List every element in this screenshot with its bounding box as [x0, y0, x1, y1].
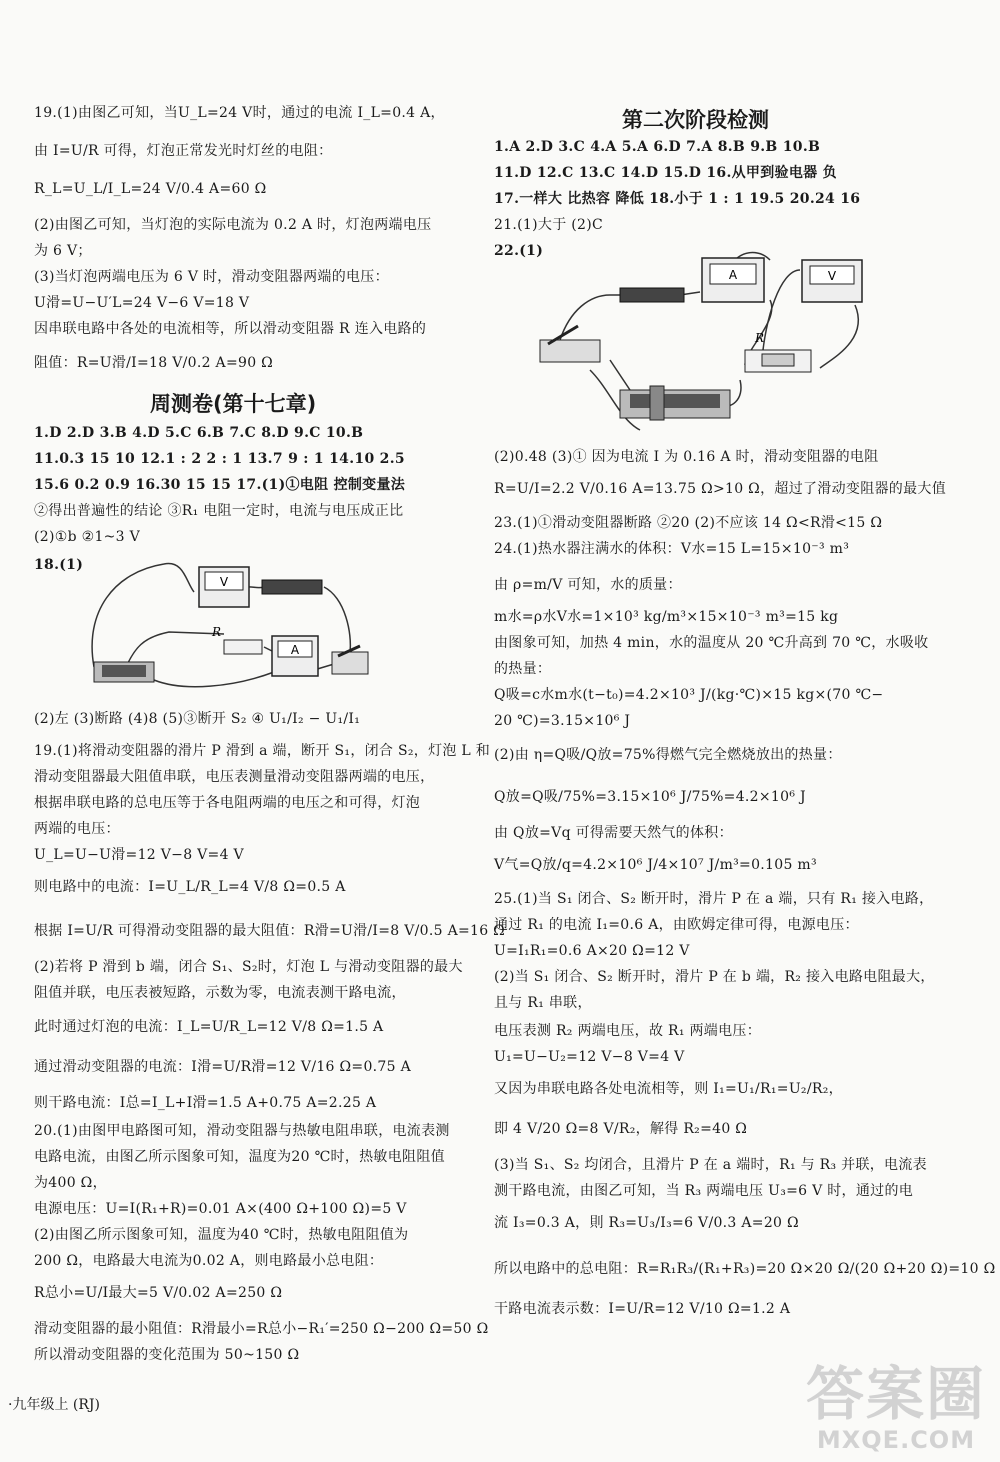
circuit-diagram-18	[74, 552, 374, 702]
q19b-line: 此时通过灯泡的电流：I_L=U/R_L=12 V/8 Ω=1.5 A	[34, 1019, 384, 1035]
q25-line: U=I₁R₁=0.6 A×20 Ω=12 V	[494, 943, 690, 959]
q20-line: 20.(1)由图甲电路图可知，滑动变阻器与热敏电阻串联，电流表测	[34, 1123, 450, 1139]
q19a-line: (2)由图乙可知，当灯泡的实际电流为 0.2 A 时，灯泡两端电压	[34, 217, 432, 233]
q25-line: 通过 R₁ 的电流 I₁=0.6 A，由欧姆定律可得，电源电压：	[494, 917, 859, 933]
q19b-line: (2)若将 P 滑到 b 端，闭合 S₁、S₂时，灯泡 L 与滑动变阻器的最大	[34, 959, 463, 975]
fig18-label-ammeter: A	[290, 643, 300, 657]
q19b-line: 则干路电流：I总=I_L+I滑=1.5 A+0.75 A=2.25 A	[34, 1095, 377, 1111]
q20-line: 为400 Ω，	[34, 1175, 107, 1191]
q24-line: Q放=Q吸/75%=3.15×10⁶ J/75%=4.2×10⁶ J	[494, 789, 806, 805]
q19a-line: 因串联电路中各处的电流相等，所以滑动变阻器 R 连入电路的	[34, 321, 427, 337]
q22-line: R=U/I=2.2 V/0.16 A=13.75 Ω>10 Ω，超过了滑动变阻器的最大值	[494, 481, 946, 497]
q19b-line: 根据 I=U/R 可得滑动变阻器的最大阻值：R滑=U滑/I=8 V/0.5 A=16 Ω	[34, 923, 506, 939]
q19b-line: 19.(1)将滑动变阻器的滑片 P 滑到 a 端，断开 S₁，闭合 S₂，灯泡 L 和	[34, 743, 491, 759]
answer-line: 1.A 2.D 3.C 4.A 5.A 6.D 7.A 8.B 9.B 10.B	[494, 139, 821, 155]
q18-answers: (2)左 (3)断路 (4)8 (5)③断开 S₂ ④ U₁/I₂ − U₁/I₁	[34, 711, 361, 727]
fig22-label-resistor: R	[755, 331, 765, 345]
q20-line: R总小=U/I最大=5 V/0.02 A=250 Ω	[34, 1285, 283, 1301]
q24-line: 20 ℃)=3.15×10⁶ J	[494, 713, 631, 729]
q19a-line: 阻值：R=U滑/I=18 V/0.2 A=90 Ω	[34, 355, 274, 371]
q25-line: U₁=U−U₂=12 V−8 V=4 V	[494, 1049, 685, 1065]
answer-line: 11.D 12.C 13.C 14.D 15.D 16.从甲到验电器 负	[494, 165, 837, 181]
watermark	[806, 1362, 986, 1454]
page-footer: ·九年级上 (RJ)	[8, 1397, 100, 1413]
q25-line: 25.(1)当 S₁ 闭合、S₂ 断开时，滑片 P 在 a 端，只有 R₁ 接入电路，	[494, 891, 934, 907]
q24-line: 的热量：	[494, 661, 552, 677]
q24-line: (2)由 η=Q吸/Q放=75%得燃气完全燃烧放出的热量：	[494, 747, 842, 763]
answer-line: 18.(1)	[34, 557, 84, 573]
stage-test-heading: 第二次阶段检测	[622, 108, 769, 132]
fig18-label-resistor: R	[212, 625, 222, 639]
q20-line: 滑动变阻器的最小阻值：R滑最小=R总小−R₁′=250 Ω−200 Ω=50 Ω	[34, 1321, 489, 1337]
watermark-logo: 答案圈	[805, 1360, 986, 1428]
circuit-diagram-22	[530, 240, 910, 435]
q19b-line: 两端的电压：	[34, 821, 120, 837]
answer-line: 11.0.3 15 10 12.1 : 2 2 : 1 13.7 9 : 1 14.10 2.5	[34, 451, 405, 467]
q20-line: 所以滑动变阻器的变化范围为 50~150 Ω	[34, 1347, 300, 1363]
q25-line: 干路电流表示数：I=U/R=12 V/10 Ω=1.2 A	[494, 1301, 791, 1317]
q19a-line: 19.(1)由图乙可知，当U_L=24 V时，通过的电流 I_L=0.4 A，	[34, 105, 445, 121]
q25-line: 且与 R₁ 串联，	[494, 995, 592, 1011]
answer-line: 21.(1)大于 (2)C	[494, 217, 603, 233]
q25-line: 所以电路中的总电阻：R=R₁R₃/(R₁+R₃)=20 Ω×20 Ω/(20 Ω+20 Ω)=10 Ω	[494, 1261, 996, 1277]
q19a-line: 为 6 V；	[34, 243, 92, 259]
q24-line: Q吸=c水m水(t−t₀)=4.2×10³ J/(kg·℃)×15 kg×(70 ℃−	[494, 687, 884, 703]
q19b-line: 根据串联电路的总电压等于各电阻两端的电压之和可得，灯泡	[34, 795, 421, 811]
q24-line: 由 ρ=m/V 可知，水的质量：	[494, 577, 682, 593]
q19b-line: 滑动变阻器最大阻值串联，电压表测量滑动变阻器两端的电压，	[34, 769, 435, 785]
q22-line: (2)0.48 (3)① 因为电流 I 为 0.16 A 时，滑动变阻器的电阻	[494, 449, 879, 465]
q20-line: 电路电流，由图乙所示图象可知，温度为20 ℃时，热敏电阻阻值	[34, 1149, 445, 1165]
q19a-line: 由 I=U/R 可得，灯泡正常发光时灯丝的电阻：	[34, 143, 333, 159]
fig18-label-voltmeter: V	[219, 575, 229, 589]
q23-line: 23.(1)①滑动变阻器断路 ②20 (2)不应该 14 Ω<R滑<15 Ω	[494, 515, 883, 531]
q25-line: 测干路电流，由图乙可知，当 R₃ 两端电压 U₃=6 V 时，通过的电	[494, 1183, 914, 1199]
q19a-line: R_L=U_L/I_L=24 V/0.4 A=60 Ω	[34, 181, 267, 197]
q19b-line: 阻值并联，电压表被短路，示数为零，电流表测干路电流，	[34, 985, 406, 1001]
q24-line: 由图象可知，加热 4 min，水的温度从 20 ℃升高到 70 ℃，水吸收	[494, 635, 929, 651]
q19b-line: 通过滑动变阻器的电流：I滑=U/R滑=12 V/16 Ω=0.75 A	[34, 1059, 411, 1075]
q19b-line: U_L=U−U滑=12 V−8 V=4 V	[34, 847, 244, 863]
q20-line: 电源电压：U=I(R₁+R)=0.01 A×(400 Ω+100 Ω)=5 V	[34, 1201, 407, 1217]
q25-line: 电压表测 R₂ 两端电压，故 R₁ 两端电压：	[494, 1023, 762, 1039]
answer-line: 17.一样大 比热容 降低 18.小于 1 : 1 19.5 20.24 16	[494, 191, 861, 207]
watermark-url: MXQE.COM	[816, 1426, 976, 1454]
q25-line: 即 4 V/20 Ω=8 V/R₂，解得 R₂=40 Ω	[494, 1121, 748, 1137]
q25-line: 流 I₃=0.3 A，則 R₃=U₃/I₃=6 V/0.3 A=20 Ω	[494, 1215, 799, 1231]
q25-line: 又因为串联电路各处电流相等，则 I₁=U₁/R₁=U₂/R₂，	[494, 1081, 843, 1097]
weekly-test-heading: 周测卷(第十七章)	[150, 392, 317, 416]
q24-line: m水=ρ水V水=1×10³ kg/m³×15×10⁻³ m³=15 kg	[494, 609, 839, 625]
q19a-line: U滑=U−U′L=24 V−6 V=18 V	[34, 295, 250, 311]
q25-line: (3)当 S₁、S₂ 均闭合，且滑片 P 在 a 端时，R₁ 与 R₃ 并联，电流表	[494, 1157, 927, 1173]
answer-line: 1.D 2.D 3.B 4.D 5.C 6.B 7.C 8.D 9.C 10.B	[34, 425, 364, 441]
q20-line: 200 Ω，电路最大电流为0.02 A，则电路最小总电阻：	[34, 1253, 384, 1269]
q20-line: (2)由图乙所示图象可知，温度为40 ℃时，热敏电阻阻值为	[34, 1227, 409, 1243]
answer-line: (2)①b ②1~3 V	[34, 529, 141, 545]
fig22-label-voltmeter: V	[827, 269, 837, 283]
q19a-line: (3)当灯泡两端电压为 6 V 时，滑动变阻器两端的电压：	[34, 269, 389, 285]
answer-line: ②得出普遍性的结论 ③R₁ 电阻一定时，电流与电压成正比	[34, 503, 404, 519]
q24-line: V气=Q放/q=4.2×10⁶ J/4×10⁷ J/m³=0.105 m³	[494, 857, 817, 873]
answer-line: 15.6 0.2 0.9 16.30 15 15 17.(1)①电阻 控制变量法	[34, 477, 406, 493]
q24-line: 24.(1)热水器注满水的体积：V水=15 L=15×10⁻³ m³	[494, 541, 850, 557]
q24-line: 由 Q放=Vq 可得需要天然气的体积：	[494, 825, 733, 841]
answer-line: 22.(1)	[494, 243, 544, 259]
q19b-line: 则电路中的电流：I=U_L/R_L=4 V/8 Ω=0.5 A	[34, 879, 346, 895]
fig22-label-ammeter: A	[728, 268, 738, 282]
q25-line: (2)当 S₁ 闭合、S₂ 断开时，滑片 P 在 b 端，R₂ 接入电路电阻最大，	[494, 969, 935, 985]
